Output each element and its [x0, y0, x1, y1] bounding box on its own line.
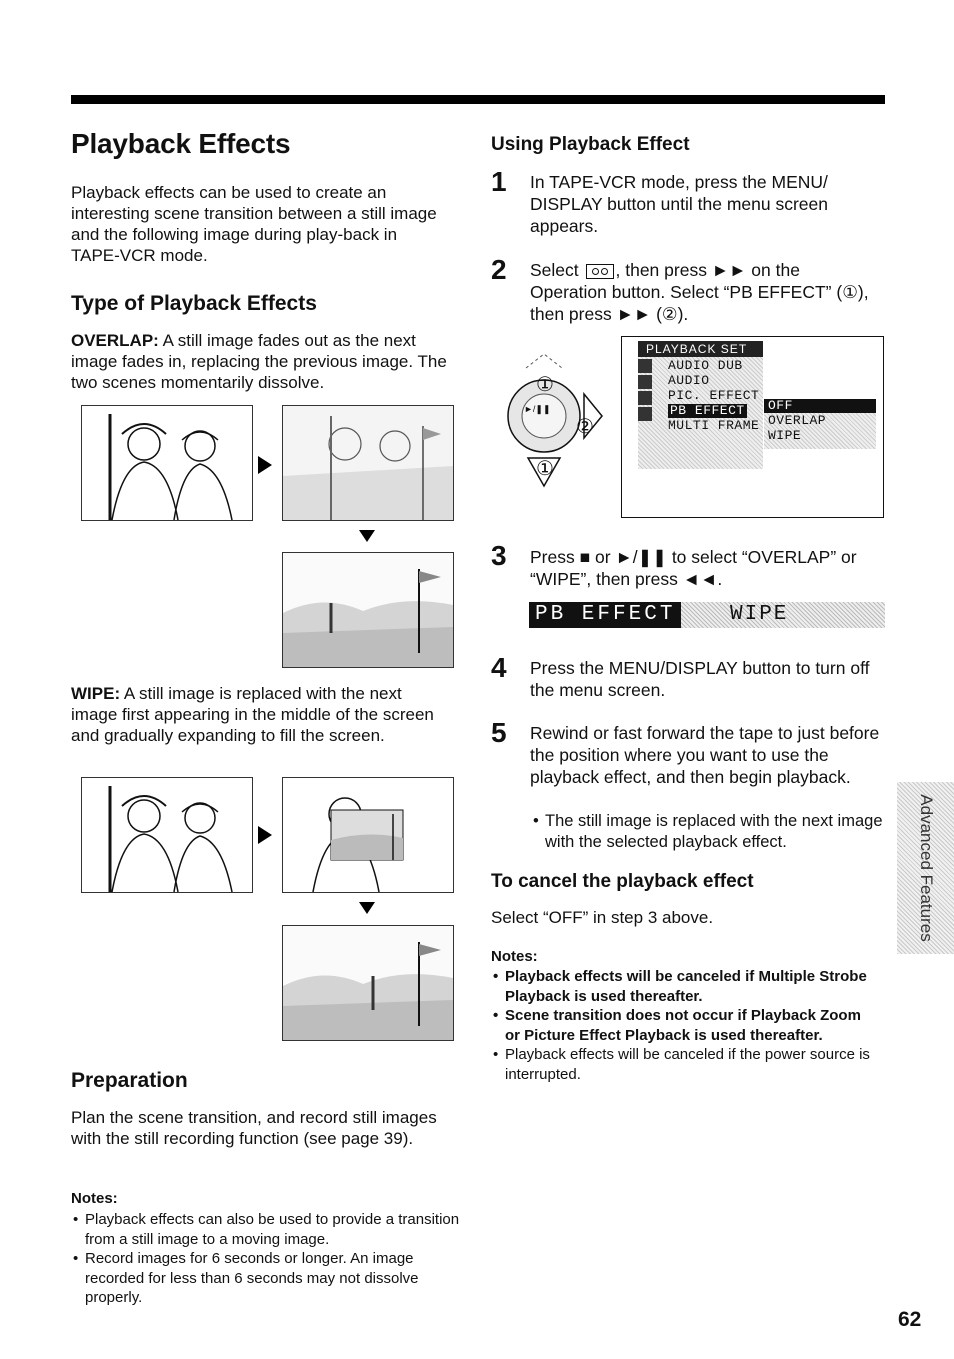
step-4-text: Press the MENU/DISPLAY button to turn off the menu screen. [530, 658, 870, 700]
overlap-text: A still image fades out as the next image fades in, replacing the previous image. The two scenes momentarily dissolve. [71, 331, 447, 392]
menu-panel [638, 341, 763, 469]
menu-item-selected: PB EFFECT [670, 403, 745, 418]
menu-item: AUDIO DUB [668, 358, 743, 373]
arrow-right-icon [258, 456, 272, 474]
step-2-text-b: , then press ►► on the Operation button. Select “PB EFFECT” (①), then press ►► (②). [530, 260, 869, 324]
step-1-number: 1 [491, 166, 507, 197]
overlap-still-image [81, 405, 253, 521]
step-2-text-a: Select [530, 260, 584, 280]
wipe-illustration [283, 778, 453, 892]
menu-option-selected: OFF [768, 398, 793, 413]
golf-course-illustration-2 [283, 926, 453, 1040]
step-2-number: 2 [491, 254, 507, 285]
menu-title: PLAYBACK SET [638, 341, 763, 357]
list-item: • Playback effects can also be used to provide a transition from a still image to a moving image. [73, 1210, 468, 1249]
list-item: • Playback effects will be canceled if the power source is interrupted. [493, 1045, 878, 1084]
wipe-next-image [282, 925, 454, 1041]
step-3-number: 3 [491, 540, 507, 571]
pb-effect-display [529, 602, 885, 628]
wipe-transition-image [282, 777, 454, 893]
arrow-down-icon [359, 902, 375, 914]
step-4-number: 4 [491, 652, 507, 683]
list-item: • The still image is replaced with the next image with the selected playback effect. [533, 811, 893, 853]
step-5-number: 5 [491, 717, 507, 748]
couple-illustration [82, 406, 252, 520]
menu-item: MULTI FRAME [668, 418, 760, 433]
menu-option: WIPE [768, 428, 802, 443]
cancel-notes-list [493, 967, 878, 1084]
dissolve-illustration [283, 406, 453, 520]
preparation-heading: Preparation [71, 1069, 188, 1092]
step-2-text [530, 259, 880, 325]
callout-1-bottom: ① [536, 458, 554, 480]
page-number: 62 [898, 1308, 922, 1331]
tape-menu-icon [586, 264, 614, 279]
menu-screen [621, 336, 884, 518]
overlap-dissolve-image [282, 405, 454, 521]
overlap-next-image [282, 552, 454, 668]
type-heading: Type of Playback Effects [71, 292, 317, 315]
side-tab [897, 782, 954, 954]
callout-2: ② [576, 416, 594, 438]
wipe-desc [71, 683, 451, 746]
callout-1-top: ① [536, 374, 554, 396]
prep-notes-list [73, 1210, 468, 1308]
cancel-heading: To cancel the playback effect [491, 871, 754, 892]
using-heading: Using Playback Effect [491, 134, 690, 155]
list-item: • Scene transition does not occur if Playback Zoom or Picture Effect Playback is used thereafter. [493, 1006, 878, 1045]
prep-notes-heading: Notes: [71, 1190, 118, 1207]
camera-icon [638, 407, 652, 421]
preparation-text: Plan the scene transition, and record still images with the still recording function (see page 39). [71, 1108, 437, 1148]
page-title: Playback Effects [71, 128, 291, 159]
intro-text: Playback effects can be used to create an interesting scene transition between a still image and the following image during play-back in TAPE-VCR mode. [71, 183, 437, 265]
step-5-bullets [533, 811, 893, 853]
wipe-text: A still image is replaced with the next image first appearing in the middle of the screen and gradually expanding to fill the screen. [71, 684, 434, 745]
cancel-notes-heading: Notes: [491, 948, 538, 965]
lcd-icon [638, 391, 652, 405]
step-1-text: In TAPE-VCR mode, press the MENU/ DISPLAY button until the menu screen appears. [530, 172, 829, 236]
arrow-down-icon [359, 530, 375, 542]
pb-effect-label: PB EFFECT [529, 602, 681, 628]
side-tab-label: Advanced Features [916, 794, 936, 942]
list-item: • Playback effects will be canceled if Multiple Strobe Playback is used thereafter. [493, 967, 878, 1006]
play-pause-label: ►/❚❚ [524, 404, 551, 414]
menu-item: AUDIO [668, 373, 710, 388]
menu-option: OVERLAP [768, 413, 827, 428]
wipe-still-image [81, 777, 253, 893]
overlap-term: OVERLAP: [71, 331, 159, 350]
etc-icon [638, 375, 652, 389]
overlap-desc [71, 330, 466, 393]
step-5-text: Rewind or fast forward the tape to just before the position where you want to use the playback effect, and then begin playback. [530, 723, 880, 787]
menu-item: PIC. EFFECT [668, 388, 760, 403]
cancel-text: Select “OFF” in step 3 above. [491, 908, 714, 927]
pb-effect-value: WIPE [730, 603, 789, 626]
wipe-term: WIPE: [71, 684, 121, 703]
golf-course-illustration [283, 553, 453, 667]
list-item: • Record images for 6 seconds or longer. An image recorded for less than 6 seconds may not dissolve properly. [73, 1249, 468, 1308]
step-3-text: Press ■ or ►/❚❚ to select “OVERLAP” or “WIPE”, then press ◄◄. [530, 547, 857, 589]
operation-button-diagram [498, 354, 616, 494]
top-rule [71, 95, 885, 104]
tape-icon [638, 359, 652, 373]
arrow-right-icon [258, 826, 272, 844]
couple-illustration-2 [82, 778, 252, 892]
